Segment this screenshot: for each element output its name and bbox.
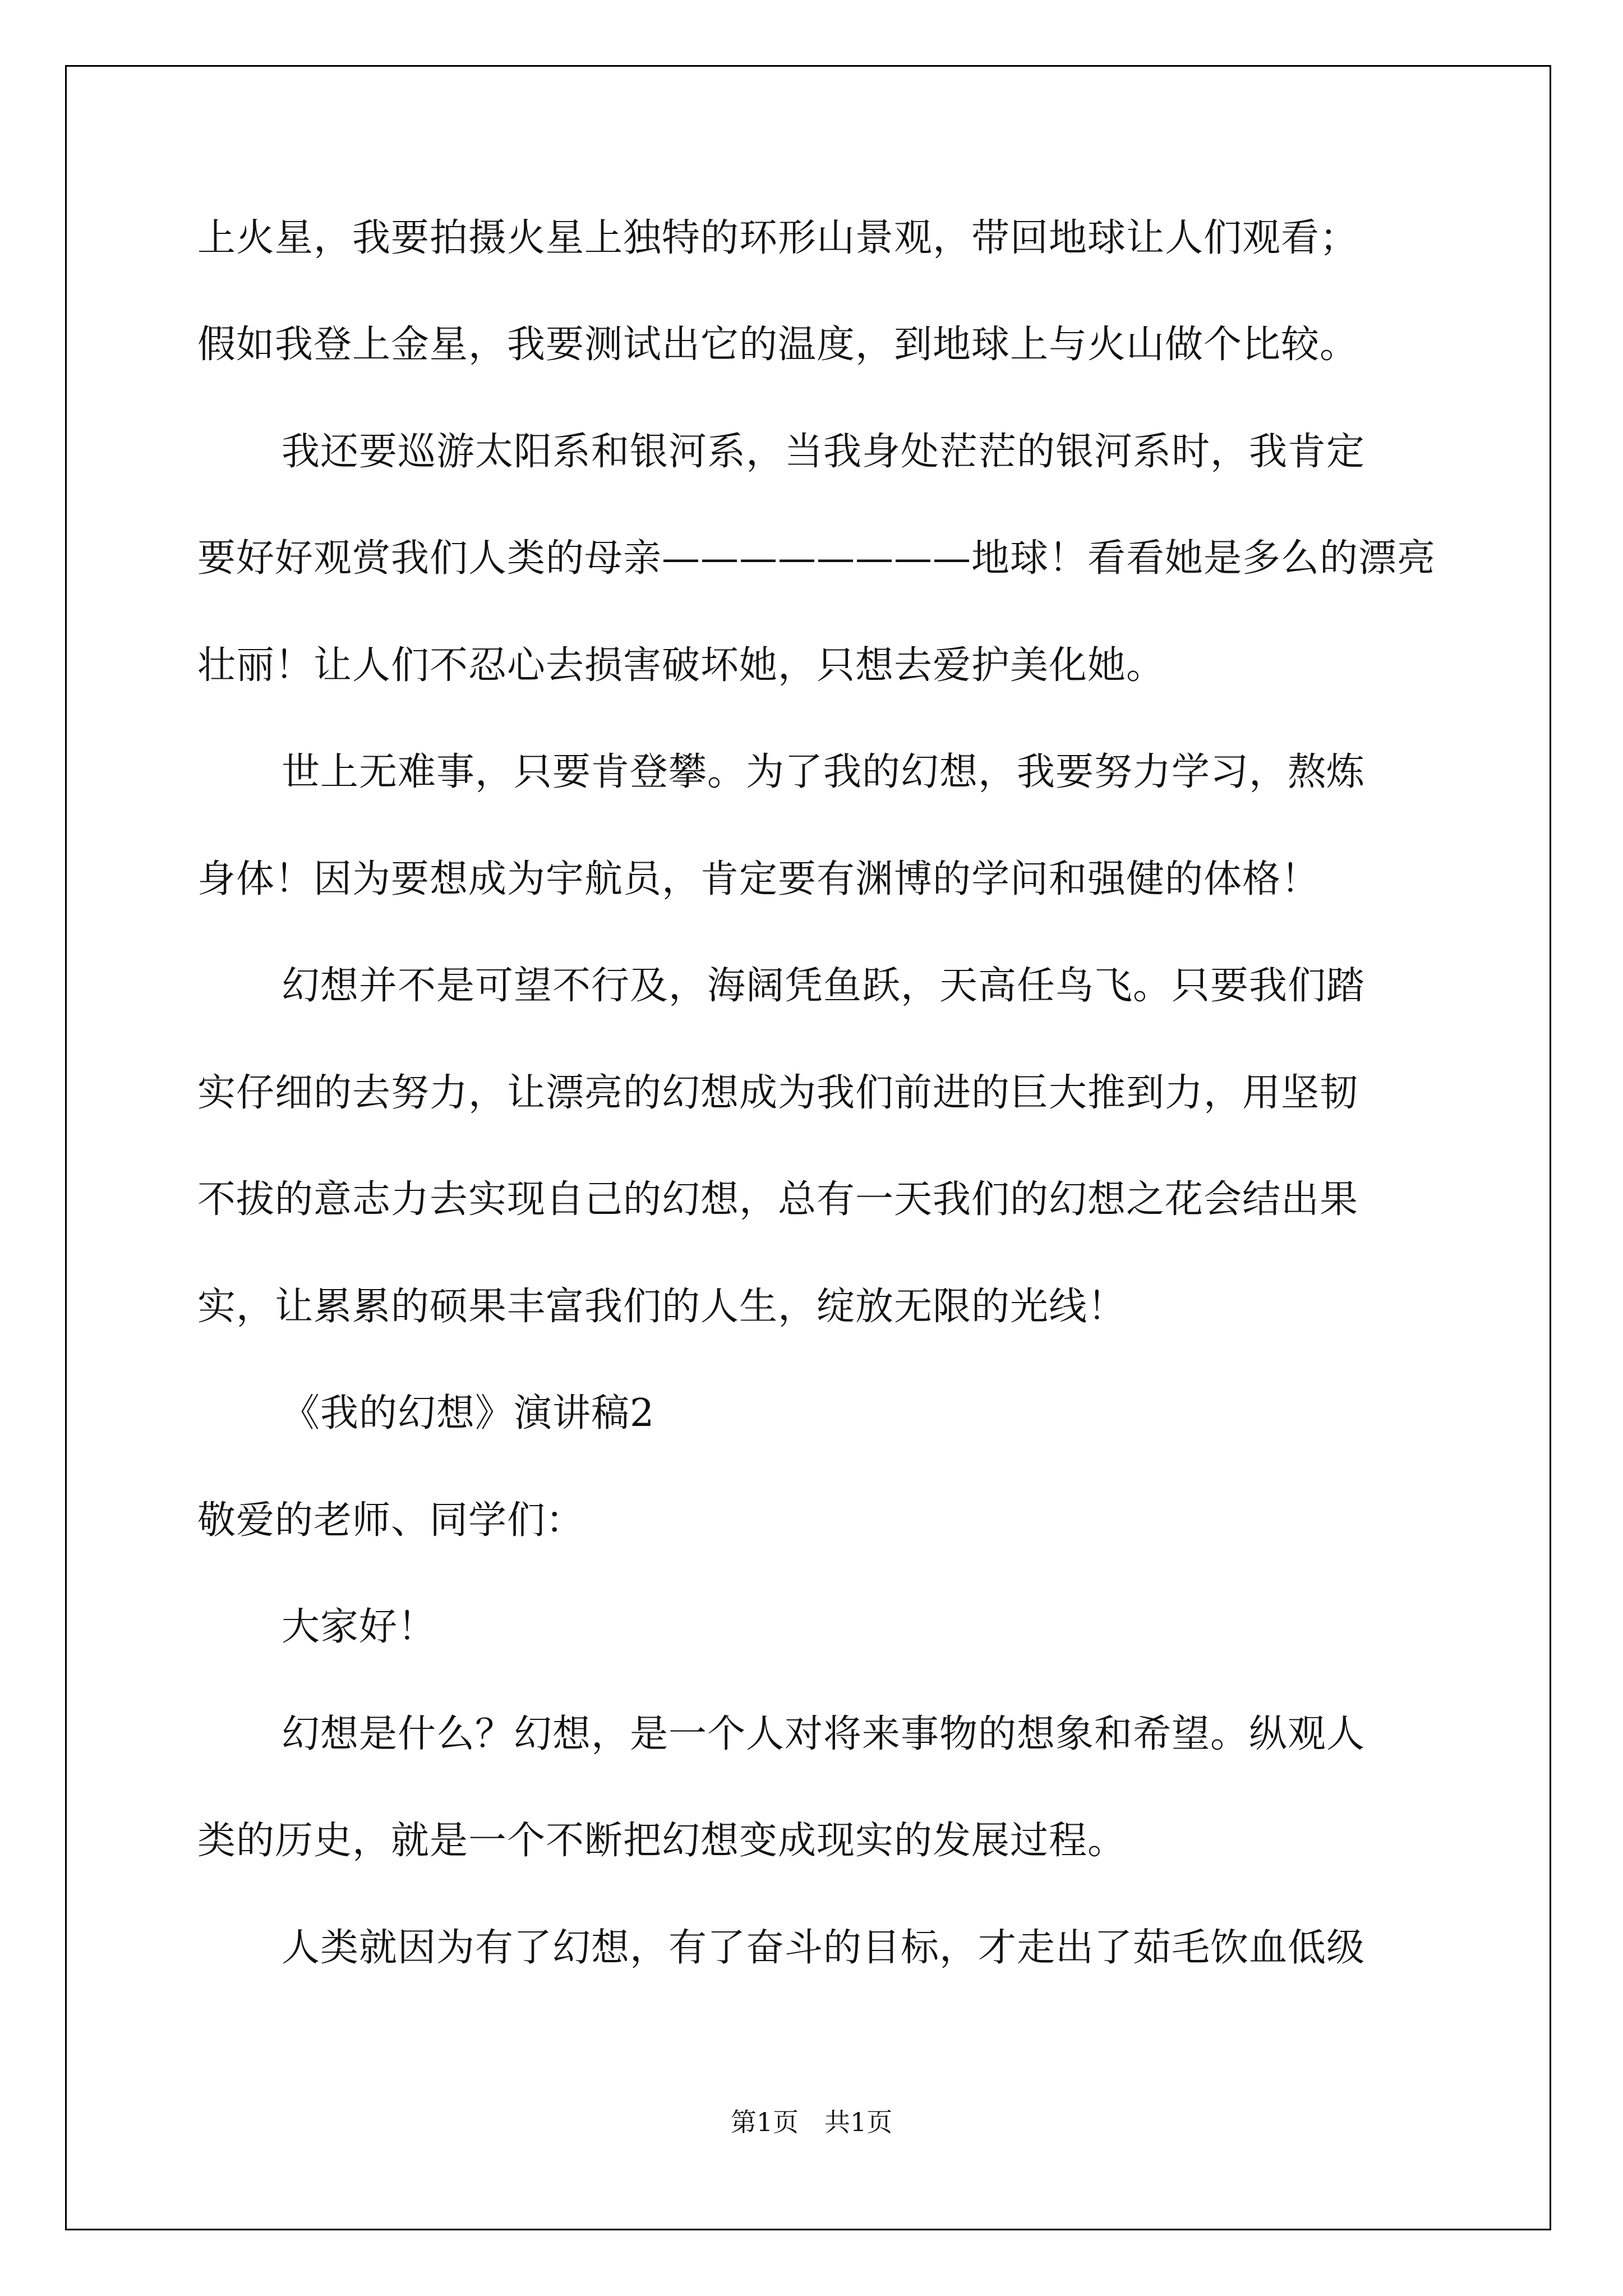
text-line: 上火星，我要拍摄火星上独特的环形山景观，带回地球让人们观看； bbox=[197, 216, 1359, 260]
text-line: 实仔细的去努力，让漂亮的幻想成为我们前进的巨大推到力，用坚韧 bbox=[197, 1071, 1359, 1115]
page-footer: 第1页 共1页 bbox=[730, 2107, 893, 2137]
paragraph-start-line: 人类就因为有了幻想，有了奋斗的目标，才走出了茹毛饮血低级 bbox=[282, 1926, 1366, 1970]
text-line: 实，让累累的硕果丰富我们的人生，绽放无限的光线！ bbox=[197, 1285, 1127, 1329]
greeting: 大家好！ bbox=[282, 1605, 437, 1649]
salutation: 敬爱的老师、同学们： bbox=[197, 1498, 585, 1543]
paragraph-start-line: 幻想是什么？幻想，是一个人对将来事物的想象和希望。纵观人 bbox=[282, 1712, 1366, 1756]
paragraph-start-line: 幻想并不是可望不行及，海阔凭鱼跃，天高任鸟飞。只要我们踏 bbox=[282, 964, 1366, 1008]
text-line: 类的历史，就是一个不断把幻想变成现实的发展过程。 bbox=[197, 1819, 1127, 1863]
text-line: 身体！因为要想成为宇航员，肯定要有渊博的学问和强健的体格！ bbox=[197, 857, 1320, 901]
text-line: 要好好观赏我们人类的母亲————————地球！看看她是多么的漂亮 bbox=[197, 536, 1436, 581]
paragraph-start-line: 世上无难事，只要肯登攀。为了我的幻想，我要努力学习，熬炼 bbox=[282, 750, 1366, 794]
text-line: 假如我登上金星，我要测试出它的温度，到地球上与火山做个比较。 bbox=[197, 323, 1359, 367]
section-heading: 《我的幻想》演讲稿2 bbox=[282, 1391, 655, 1435]
text-line: 壮丽！让人们不忍心去损害破坏她，只想去爱护美化她。 bbox=[197, 643, 1165, 688]
paragraph-start-line: 我还要巡游太阳系和银河系，当我身处茫茫的银河系时，我肯定 bbox=[282, 430, 1366, 474]
text-line: 不拔的意志力去实现自己的幻想，总有一天我们的幻想之花会结出果 bbox=[197, 1177, 1359, 1222]
page-border bbox=[65, 65, 1551, 2230]
